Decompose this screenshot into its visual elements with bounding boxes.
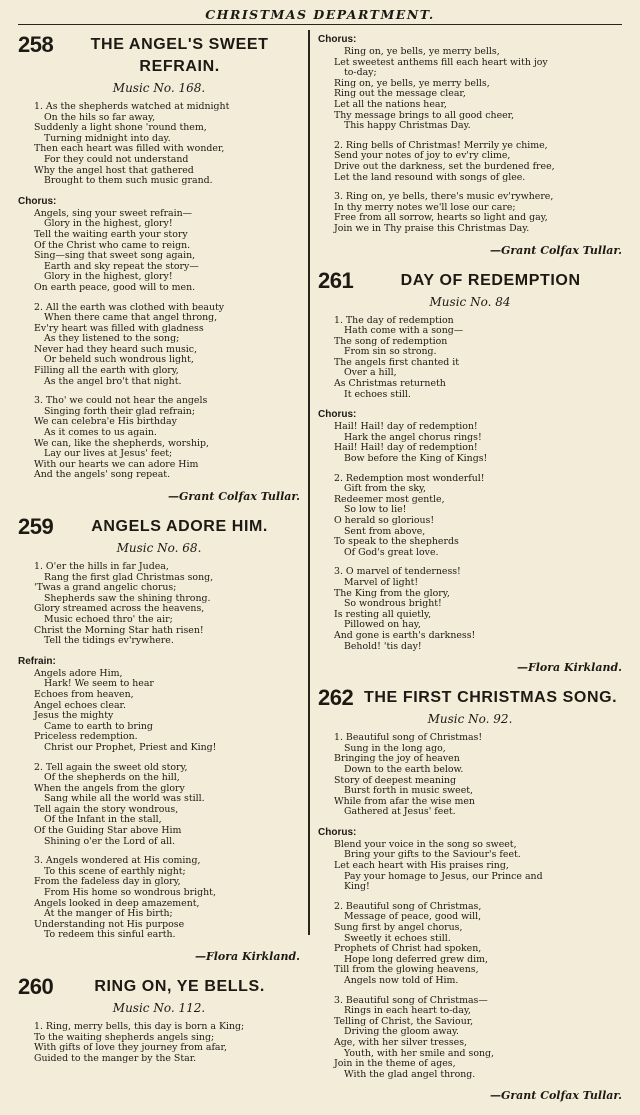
lyric-line: Sweetly it echoes still. [344, 932, 451, 944]
lyric-line: Came to earth to bring [44, 720, 153, 732]
lyric-line: To this scene of earthly night; [44, 865, 186, 877]
lyric-line: Tell the tidings ev'rywhere. [44, 635, 174, 647]
lyric-line: 1. O'er the hills in far Judea, [34, 561, 169, 572]
lyric-line: Sang while all the world was still. [44, 793, 205, 805]
right-column [318, 34, 622, 1115]
lyric-line: Echoes from heaven, [34, 688, 134, 700]
verse-block [18, 396, 300, 481]
lyric-line: 2. Beautiful song of Christmas, [334, 900, 482, 912]
lyric-line: We can celebra'e His birthday [34, 416, 177, 428]
lyric-line: Christ the Morning Star hath risen! [34, 624, 204, 636]
page-header [18, 4, 622, 25]
lyric-line: Sent from above, [344, 525, 426, 537]
verse-block [18, 102, 300, 187]
lyric-line: Ev'ry heart was filled with gladness [34, 322, 204, 334]
lyric-line: Let the land resound with songs of glee. [334, 171, 526, 183]
lyric-line: The King from the glory, [334, 587, 450, 599]
lyric-line: 3. Angels wondered at His coming, [34, 855, 201, 867]
lyric-line: Marvel of light! [344, 576, 419, 588]
lyric-line: Lay our lives at Jesus' feet; [44, 448, 173, 460]
section-label: Chorus: [18, 195, 57, 207]
hymn [18, 516, 300, 964]
lyric-line: Music echoed thro' the air; [44, 613, 173, 625]
lyric-line: With our hearts we can adore Him [34, 458, 199, 470]
lyric-line: 1. Beautiful song of Christmas! [334, 732, 483, 744]
lyric-line: With the glad angel throng. [344, 1068, 476, 1080]
section-label: Chorus: [318, 34, 357, 45]
verse-block [318, 141, 622, 183]
hymn [18, 976, 300, 1064]
section-label: Chorus: [318, 826, 357, 838]
hymn-title: DAY OF REDEMPTION [400, 271, 581, 289]
lyric-line: Or beheld such wondrous light, [44, 354, 194, 366]
lyric-line: Join we in Thy praise this Christmas Day. [334, 222, 530, 234]
lyric-line: Hark! We seem to hear [44, 678, 154, 690]
lyric-line: To speak to the shepherds [334, 536, 459, 548]
lyric-line: Telling of Christ, the Saviour, [334, 1015, 474, 1027]
lyric-line: So wondrous bright! [344, 598, 442, 610]
lyric-line: Gift from the sky, [344, 483, 427, 495]
lyric-line: 'Twas a grand angelic chorus; [34, 582, 177, 594]
hymn [318, 267, 622, 676]
lyric-line: Shining o'er the Lord of all. [44, 835, 176, 847]
verse-block [18, 303, 300, 388]
hymn-title: THE ANGEL'S SWEET REFRAIN. [90, 36, 269, 75]
lyric-line: Angels, sing your sweet refrain— [34, 207, 193, 219]
lyric-line: At the manger of His birth; [44, 908, 173, 920]
lyric-line: Angels adore Him, [34, 667, 123, 679]
lyric-line: Angel echoes clear. [34, 699, 126, 711]
lyric-line: Angels looked in deep amazement, [34, 897, 200, 909]
lyric-line: Bring your gifts to the Saviour's feet. [344, 849, 521, 861]
lyric-line: Brought to them such music grand. [44, 175, 213, 187]
verse-block [318, 474, 622, 559]
lyric-line: 1. As the shepherds watched at midnight [34, 101, 230, 112]
lyric-line: As Christmas returneth [334, 378, 446, 390]
lyric-line: Thy message brings to all good cheer, [334, 109, 515, 121]
lyric-line: Of the shepherds on the hill, [44, 772, 180, 784]
lyric-line: Drive out the darkness, set the burdened free, [334, 160, 555, 172]
music-reference: Music No. 84 [429, 294, 511, 309]
lyric-line: Rang the first glad Christmas song, [44, 571, 214, 583]
lyric-line: Sung in the long ago, [344, 742, 446, 754]
lyric-line: In thy merry notes we'll lose our care; [334, 201, 516, 213]
lyric-line: Let each heart with His praises ring, [334, 860, 509, 872]
lyric-line: Bringing the joy of heaven [334, 753, 460, 765]
hymn-title: ANGELS ADORE HIM. [91, 518, 268, 535]
lyric-line: Sing—sing that sweet song again, [34, 250, 196, 262]
lyric-line: For they could not understand [44, 153, 189, 165]
lyric-line: Is resting all quietly, [334, 608, 432, 620]
lyric-line: Hope long deferred grew dim, [344, 953, 488, 965]
lyric-line: King! [344, 881, 370, 893]
lyric-line: Behold! 'tis day! [344, 640, 422, 652]
hymn [318, 687, 622, 1103]
lyric-line: Glory in the highest, glory! [44, 271, 173, 283]
lyric-line: To the waiting shepherds angels sing; [34, 1031, 215, 1043]
lyric-line: Singing forth their glad refrain; [44, 405, 196, 417]
music-reference: Music No. 92. [427, 712, 513, 727]
lyric-line: 2. All the earth was clothed with beauty [34, 301, 225, 313]
lyric-line: 3. Beautiful song of Christmas— [334, 994, 488, 1006]
verse-block [18, 562, 300, 647]
music-reference: Music No. 112. [112, 1001, 206, 1015]
verse-block [318, 316, 622, 401]
lyric-line: Earth and sky repeat the story— [44, 260, 199, 272]
lyric-line: This happy Christmas Day. [344, 120, 471, 132]
hymn-author: —Flora Kirkland. [516, 661, 622, 675]
lyric-line: Age, with her silver tresses, [334, 1036, 468, 1048]
lyric-line: And gone is earth's darkness! [334, 629, 476, 641]
chorus-block [18, 656, 300, 754]
lyric-line: Hath come with a song— [344, 325, 464, 337]
music-reference: Music No. 168. [112, 81, 206, 95]
lyric-line: Why the angel host that gathered [34, 164, 194, 176]
lyric-line: O herald so glorious! [334, 515, 435, 526]
lyric-line: 3. O marvel of tenderness! [334, 566, 461, 578]
lyric-line: Suddenly a light shone 'round them, [34, 122, 207, 134]
hymn-heading [18, 34, 300, 78]
hymn-heading [318, 687, 622, 709]
lyric-line: From the fadeless day in glory, [34, 876, 181, 888]
lyric-line: Rings in each heart to-day, [344, 1005, 471, 1017]
lyric-line: Hail! Hail! day of redemption! [334, 442, 478, 454]
lyric-line: Turning midnight into day. [44, 132, 171, 144]
chorus-block [318, 34, 622, 132]
hymn-author: —Grant Colfax Tullar. [489, 1089, 622, 1103]
music-reference: Music No. 68. [116, 541, 202, 555]
lyric-line: Hark the angel chorus rings! [344, 431, 482, 443]
lyric-line: Hail! Hail! day of redemption! [334, 421, 478, 433]
lyric-line: Ring on, ye bells, ye merry bells, [334, 77, 490, 89]
lyric-line: We can, like the shepherds, worship, [34, 437, 209, 449]
lyric-line: Tell again the story wondrous, [34, 803, 179, 815]
verse-block [18, 856, 300, 941]
hymn-number: 259 [18, 514, 54, 539]
lyric-line: 3. Tho' we could not hear the angels [34, 395, 208, 407]
lyric-line: Send your notes of joy to ev'ry clime, [334, 150, 511, 162]
hymn-heading [318, 267, 622, 293]
verse-block [318, 192, 622, 234]
lyric-line: Christ our Prophet, Priest and King! [44, 741, 217, 753]
hymn-title: RING ON, YE BELLS. [94, 978, 265, 995]
lyric-line: Join in the theme of ages, [334, 1058, 456, 1070]
hymn-number: 258 [18, 32, 54, 57]
hymn-author: —Grant Colfax Tullar. [489, 243, 622, 257]
lyric-line: 1. The day of redemption [334, 314, 454, 326]
lyric-line: 2. Ring bells of Christmas! Merrily ye chime, [334, 139, 548, 151]
lyric-line: To redeem this sinful earth. [44, 929, 176, 941]
lyric-line: On the hils so far away, [44, 111, 156, 123]
lyric-line: Let all the nations hear, [334, 98, 447, 110]
lyric-line: Of God's great love. [344, 546, 439, 558]
lyric-line: Down to the earth below. [344, 763, 464, 775]
left-column [18, 34, 300, 1076]
lyric-line: When there came that angel throng, [44, 312, 218, 324]
lyric-line: Angels now told of Him. [344, 975, 459, 986]
lyric-line: As it comes to us again. [44, 427, 157, 439]
column-divider [308, 30, 310, 935]
lyric-line: As the angel bro't that night. [44, 375, 182, 387]
lyric-line: Then each heart was filled with wonder, [34, 143, 225, 155]
lyric-line: Of the Christ who came to reign. [34, 239, 191, 251]
hymn-title: THE FIRST CHRISTMAS SONG. [363, 689, 618, 707]
lyric-line: Never had they heard such music, [34, 343, 198, 355]
lyric-line: Priceless redemption. [34, 731, 138, 743]
lyric-line: As they listened to the song; [44, 333, 180, 345]
lyric-line: So low to lie! [344, 504, 407, 516]
lyric-line: Story of deepest meaning [334, 774, 456, 786]
lyric-line: And the angels' song repeat. [34, 469, 171, 481]
lyric-line: Tell the waiting earth your story [34, 228, 188, 240]
lyric-line: Glory in the highest, glory! [44, 218, 173, 230]
lyric-line: On earth peace, good will to men. [34, 281, 196, 293]
chorus-block [318, 409, 622, 464]
lyric-line: to-day; [344, 67, 377, 79]
lyric-line: While from afar the wise men [334, 795, 475, 807]
lyric-line: Pay your homage to Jesus, our Prince and [344, 870, 543, 882]
section-label: Refrain: [18, 655, 56, 667]
lyric-line: 1. Ring, merry bells, this day is born a King; [34, 1021, 245, 1032]
hymn-continued [318, 34, 622, 258]
verse-block [318, 996, 622, 1081]
lyric-line: Pillowed on hay, [344, 619, 421, 631]
page-title: CHRISTMAS DEPARTMENT. [205, 7, 435, 22]
lyric-line: Ring out the message clear, [334, 88, 466, 100]
lyric-line: Sung first by angel chorus, [334, 922, 463, 934]
chorus-block [318, 827, 622, 893]
lyric-line: The song of redemption [334, 335, 448, 347]
section-label: Chorus: [318, 409, 357, 421]
lyric-line: It echoes still. [344, 388, 411, 400]
lyric-line: Prophets of Christ had spoken, [334, 943, 482, 955]
hymn-author: —Grant Colfax Tullar. [167, 490, 300, 503]
lyric-line: Glory streamed across the heavens, [34, 603, 205, 615]
hymn [18, 34, 300, 504]
lyric-line: Of the Guiding Star above Him [34, 825, 182, 837]
lyric-line: Till from the glowing heavens, [334, 964, 479, 976]
lyric-line: Gathered at Jesus' feet. [344, 806, 456, 818]
lyric-line: Understanding not His purpose [34, 918, 185, 930]
lyric-line: When the angels from the glory [34, 782, 185, 794]
chorus-block [18, 196, 300, 294]
lyric-line: Shepherds saw the shining throng. [44, 592, 211, 604]
lyric-line: Bow before the King of Kings! [344, 453, 488, 465]
lyric-line: Message of peace, good will, [344, 911, 482, 923]
hymn-number: 262 [318, 685, 354, 711]
lyric-line: 3. Ring on, ye bells, there's music ev'rywhere, [334, 191, 554, 203]
lyric-line: Free from all sorrow, hearts so light and gay, [334, 212, 548, 224]
lyric-line: Filling all the earth with glory, [34, 365, 179, 377]
hymn-author: —Flora Kirkland. [194, 950, 300, 963]
verse-block [318, 902, 622, 987]
lyric-line: From sin so strong. [344, 346, 437, 358]
lyric-line: The angels first chanted it [334, 356, 460, 368]
verse-block [318, 733, 622, 818]
verse-block [318, 567, 622, 652]
lyric-line: 2. Tell again the sweet old story, [34, 761, 188, 773]
lyric-line: Blend your voice in the song so sweet, [334, 838, 517, 850]
hymn-number: 261 [318, 267, 354, 293]
lyric-line: Driving the gloom away. [344, 1026, 460, 1038]
lyric-line: Youth, with her smile and song, [344, 1047, 494, 1059]
lyric-line: Burst forth in music sweet, [344, 785, 474, 797]
lyric-line: Ring on, ye bells, ye merry bells, [344, 46, 500, 57]
hymn-heading [18, 976, 300, 998]
lyric-line: 2. Redemption most wonderful! [334, 472, 485, 484]
hymn-number: 260 [18, 974, 54, 999]
lyric-line: With gifts of love they journey from afar, [34, 1042, 227, 1054]
lyric-line: Of the Infant in the stall, [44, 814, 162, 826]
lyric-line: Let sweetest anthems fill each heart with joy [334, 56, 548, 68]
lyric-line: Redeemer most gentle, [334, 493, 445, 505]
lyric-line: Over a hill, [344, 367, 397, 379]
lyric-line: Jesus the mighty [34, 710, 114, 722]
verse-block [18, 763, 300, 848]
lyric-line: Guided to the manger by the Star. [34, 1052, 197, 1064]
lyric-line: From His home so wondrous bright, [44, 887, 216, 899]
hymn-heading [18, 516, 300, 538]
verse-block [18, 1022, 300, 1064]
